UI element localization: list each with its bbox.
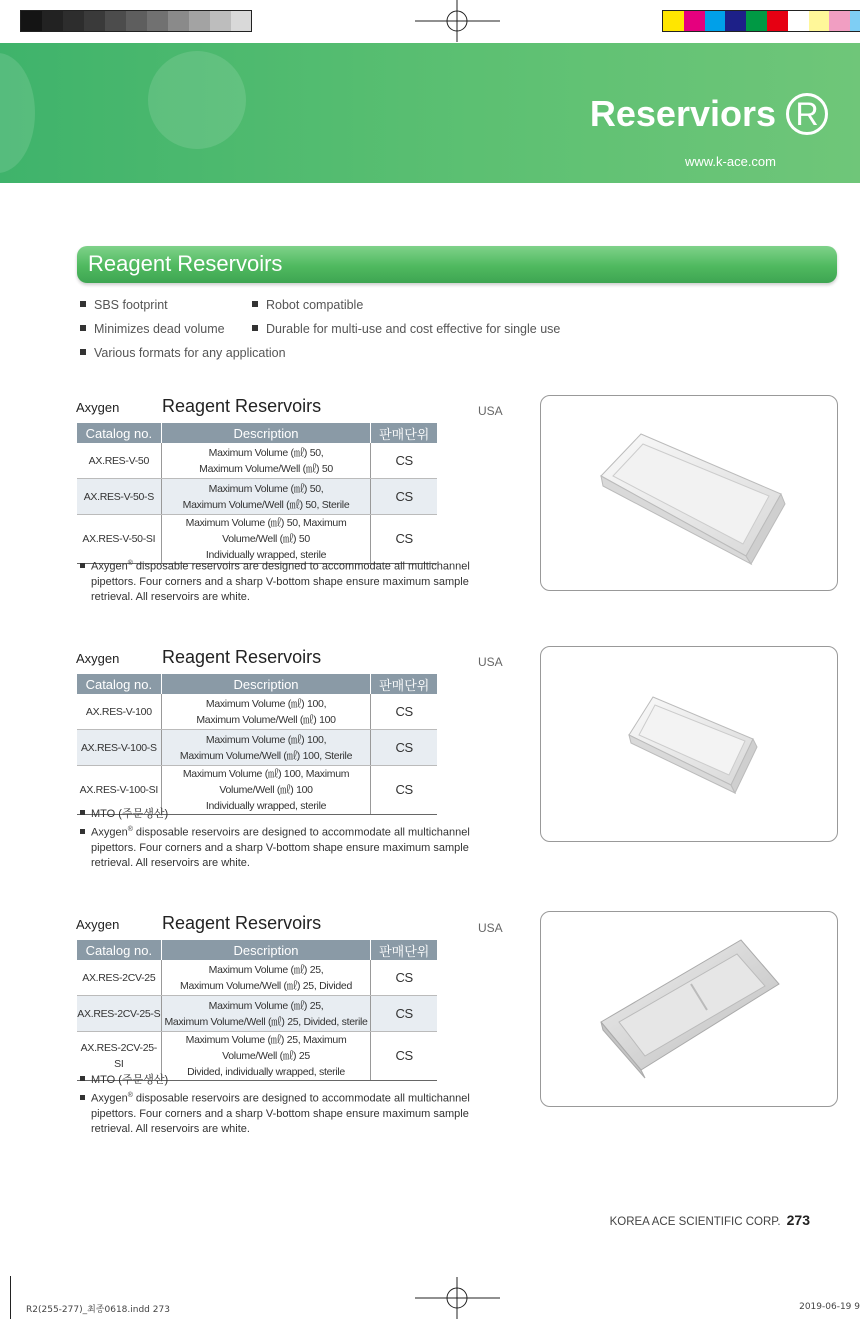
description: Maximum Volume (㎖) 100, Maximum Volume/Well (㎖) 100 — [161, 694, 371, 730]
catalog-no: AX.RES-V-50-SI — [77, 515, 161, 564]
page-number: 273 — [786, 1212, 810, 1228]
catalog-no: AX.RES-2CV-25-SI — [77, 1032, 161, 1081]
description: Maximum Volume (㎖) 100, Maximum Volume/Well (㎖) 100, Sterile — [161, 730, 371, 766]
catalog-no: AX.RES-V-50 — [77, 443, 161, 479]
col-catalog: Catalog no. — [77, 940, 161, 960]
catalog-no: AX.RES-V-100-SI — [77, 766, 161, 815]
unit: CS — [371, 1032, 437, 1081]
section-title: Reagent Reservoirs — [88, 251, 283, 276]
website-url[interactable]: www.k-ace.com — [684, 154, 776, 169]
table-row — [77, 479, 437, 515]
product-note: MTO (주문생산) Axygen® disposable reservoirs are designed to accommodate all multichannel pipettors. Four corners and a sharp V-bottom shape ensure maximum sample retrieval. All reservoirs are white. — [80, 807, 500, 871]
table-row — [77, 730, 437, 766]
table-row — [77, 694, 437, 730]
col-catalog: Catalog no. — [77, 674, 161, 694]
unit: CS — [371, 515, 437, 564]
r-badge-icon: R — [786, 93, 828, 135]
description: Maximum Volume (㎖) 25, Maximum Volume/Well (㎖) 25, Divided, sterile — [161, 996, 371, 1032]
catalog-table — [77, 423, 437, 564]
unit: CS — [371, 694, 437, 730]
product-title: Reagent Reservoirs — [162, 913, 322, 933]
unit: CS — [371, 766, 437, 815]
crop-mark — [10, 1276, 11, 1319]
col-description: Description — [161, 423, 371, 443]
catalog-no: AX.RES-2CV-25 — [77, 960, 161, 996]
unit: CS — [371, 960, 437, 996]
catalog-table — [77, 674, 437, 815]
product-image — [540, 646, 838, 842]
feature-item: Durable for multi-use and cost effective for single use — [252, 322, 560, 336]
unit: CS — [371, 479, 437, 515]
file-slug: R2(255-277)_최종0618.indd 273 — [26, 1305, 170, 1315]
section-title-bar — [77, 246, 837, 283]
footer-corp: KOREA ACE SCIENTIFIC CORP. 273 — [609, 1212, 810, 1228]
brand-label: Axygen — [76, 651, 120, 666]
product-note: MTO (주문생산) Axygen® disposable reservoirs are designed to accommodate all multichannel pipettors. Four corners and a sharp V-bottom shape ensure maximum sample retrieval. All reservoirs are white. — [80, 1073, 500, 1137]
brand-label: Axygen — [76, 917, 120, 932]
catalog-no: AX.RES-2CV-25-S — [77, 996, 161, 1032]
reservoir-tray-icon — [541, 396, 837, 590]
origin-label: USA — [478, 655, 503, 669]
registration-mark-bottom — [415, 1277, 500, 1319]
col-description: Description — [161, 940, 371, 960]
page-title: Reserviors R — [590, 93, 828, 135]
date-slug: 2019-06-19 9 — [799, 1302, 860, 1312]
brand-label: Axygen — [76, 400, 120, 415]
catalog-no: AX.RES-V-50-S — [77, 479, 161, 515]
table-row — [77, 960, 437, 996]
product-image — [540, 395, 838, 591]
catalog-no: AX.RES-V-100-S — [77, 730, 161, 766]
description: Maximum Volume (㎖) 50, Maximum Volume/Well (㎖) 50 Individually wrapped, sterile — [161, 515, 371, 564]
description: Maximum Volume (㎖) 25, Maximum Volume/Well (㎖) 25 Divided, individually wrapped, sterile — [161, 1032, 371, 1081]
table-row — [77, 996, 437, 1032]
col-unit: 판매단위 — [371, 940, 437, 960]
product-note: Axygen® disposable reservoirs are designed to accommodate all multichannel pipettors. Four corners and a sharp V-bottom shape ensure maximum sample retrieval. All reservoirs are white. — [80, 556, 500, 605]
feature-item: Minimizes dead volume — [80, 322, 225, 336]
catalog-no: AX.RES-V-100 — [77, 694, 161, 730]
grayscale-bar — [20, 10, 252, 32]
description: Maximum Volume (㎖) 25, Maximum Volume/Well (㎖) 25, Divided — [161, 960, 371, 996]
description: Maximum Volume (㎖) 50, Maximum Volume/Well (㎖) 50, Sterile — [161, 479, 371, 515]
col-unit: 판매단위 — [371, 423, 437, 443]
reservoir-tray-icon — [541, 647, 837, 841]
feature-item: Various formats for any application — [80, 346, 286, 360]
product-image — [540, 911, 838, 1107]
product-title: Reagent Reservoirs — [162, 647, 322, 667]
product-title: Reagent Reservoirs — [162, 396, 322, 416]
registration-mark-top — [415, 0, 500, 42]
table-row — [77, 443, 437, 479]
origin-label: USA — [478, 921, 503, 935]
col-unit: 판매단위 — [371, 674, 437, 694]
catalog-table — [77, 940, 437, 1081]
process-color-bar — [662, 10, 860, 32]
origin-label: USA — [478, 404, 503, 418]
unit: CS — [371, 730, 437, 766]
feature-item: Robot compatible — [252, 298, 363, 312]
feature-item: SBS footprint — [80, 298, 168, 312]
unit: CS — [371, 443, 437, 479]
description: Maximum Volume (㎖) 100, Maximum Volume/Well (㎖) 100 Individually wrapped, sterile — [161, 766, 371, 815]
col-catalog: Catalog no. — [77, 423, 161, 443]
col-description: Description — [161, 674, 371, 694]
reservoir-tray-icon — [541, 912, 837, 1106]
unit: CS — [371, 996, 437, 1032]
description: Maximum Volume (㎖) 50, Maximum Volume/Well (㎖) 50 — [161, 443, 371, 479]
